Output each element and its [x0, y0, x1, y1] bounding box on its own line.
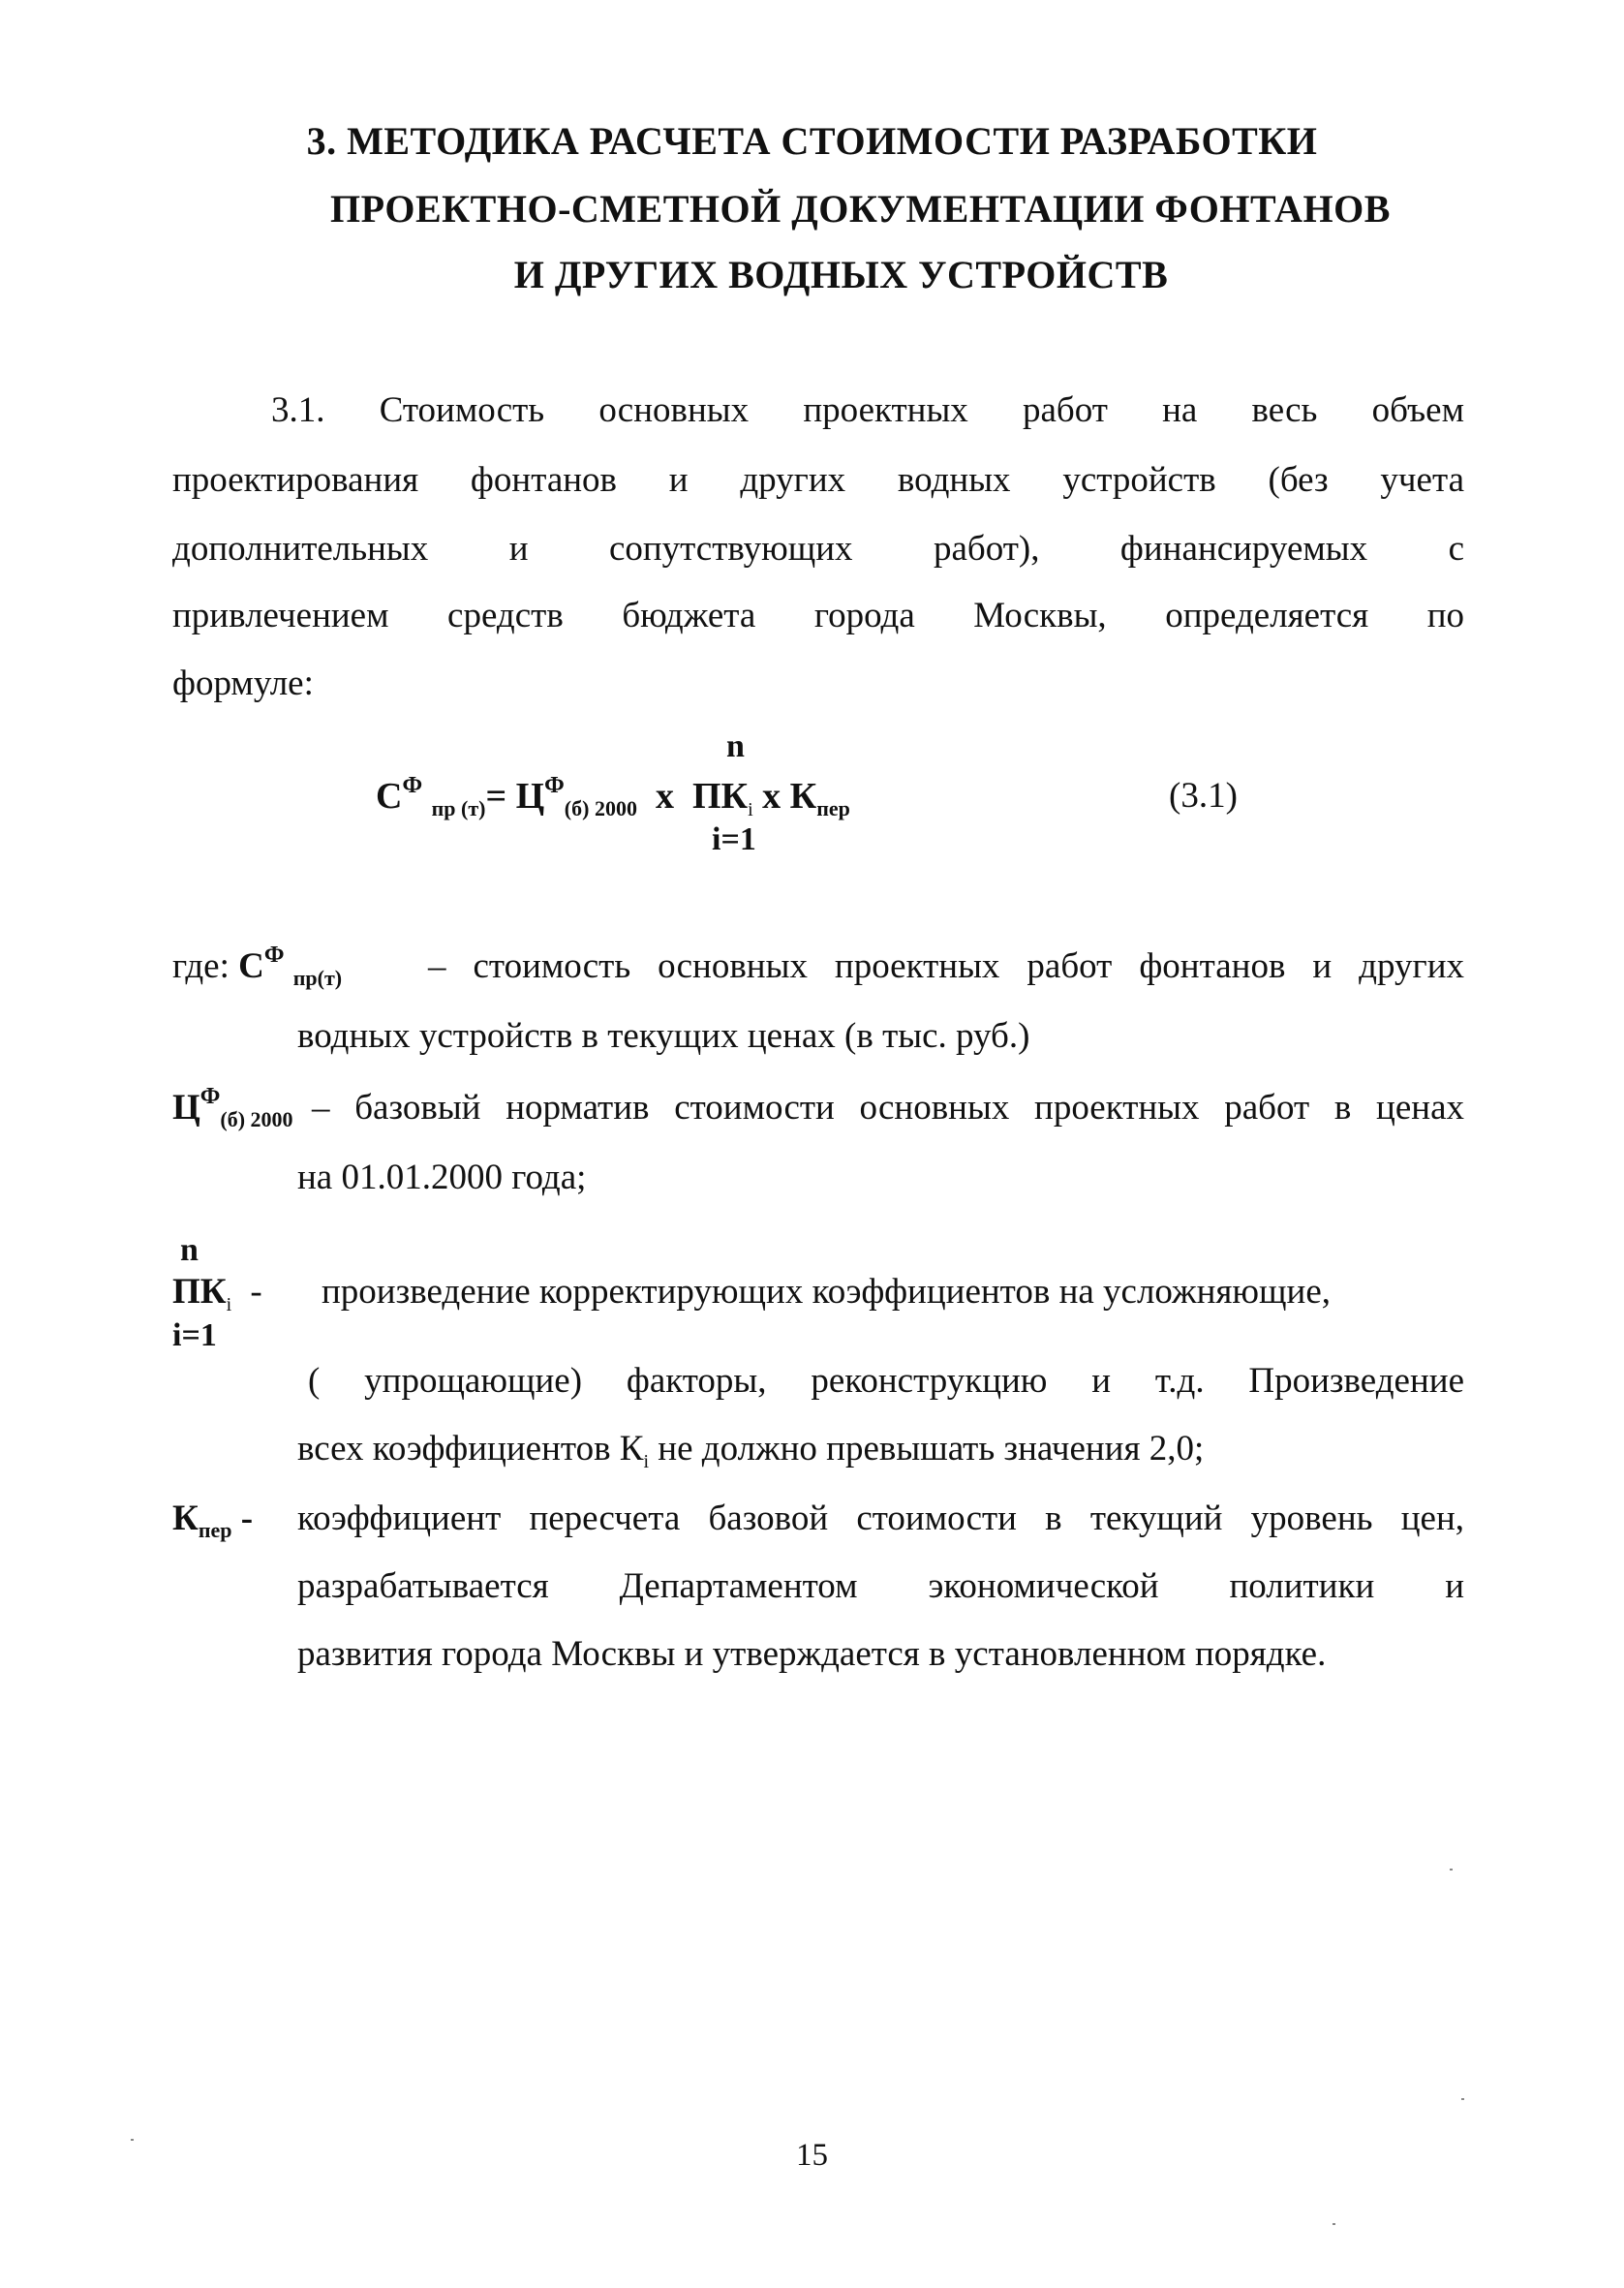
formula-3-1: $С^Ф$ $_{пр (т)}= Ц^Ф_{(б) 2000}$ x $ПК_i$ x $К_{пер}$	[376, 773, 850, 820]
definition-conversion-term: $К_{пер}$ -	[172, 1499, 254, 1542]
definition-base-price-term: $Ц^Ф_{(б) 2000}$	[172, 1084, 293, 1131]
formula-cost-symbol: С	[376, 776, 403, 817]
formula-product-symbol: ПК	[691, 776, 749, 817]
formula-upper-limit: n	[726, 728, 745, 764]
definition-product-upper-limit: n	[180, 1232, 199, 1268]
section-title-line-2: ПРОЕКТНО-СМЕТНОЙ ДОКУМЕНТАЦИИ ФОНТАНОВ	[330, 187, 1391, 231]
definition-cost-term: где: $С^Ф$ $_{пр(т)}$	[172, 943, 343, 990]
definition-conversion-text-3: развития города Москвы и утверждается в установленном порядке.	[297, 1634, 1327, 1674]
definition-cost-text-1: – стоимость основных проектных работ фонтанов и других	[428, 946, 1464, 986]
definition-base-price-text-2: на 01.01.2000 года;	[297, 1158, 587, 1197]
formula-conversion-symbol: К	[789, 776, 817, 817]
definition-product-text-3: всех коэффициентов $К_i$ не должно превышать значения 2,0;	[297, 1429, 1205, 1472]
section-title-line-3: И ДРУГИХ ВОДНЫХ УСТРОЙСТВ	[513, 253, 1169, 296]
scan-speck	[131, 2139, 134, 2141]
definition-product-term: $ПК_i$ -	[172, 1272, 262, 1315]
paragraph-line-2: проектирования фонтанов и других водных устройств (без учета	[172, 460, 1464, 500]
formula-base-price-symbol: Ц	[515, 776, 545, 817]
section-title-line-1: 3. МЕТОДИКА РАСЧЕТА СТОИМОСТИ РАЗРАБОТКИ	[306, 119, 1318, 163]
definition-cost-text-2: водных устройств в текущих ценах (в тыс. руб.)	[297, 1016, 1030, 1056]
paragraph-line-3: дополнительных и сопутствующих работ), финансируемых с	[172, 529, 1464, 569]
definition-product-lower-limit: i=1	[172, 1317, 217, 1353]
definition-conversion-text-2: разрабатывается Департаментом экономической политики и	[297, 1566, 1464, 1606]
scan-speck	[1450, 1869, 1453, 1871]
formula-lower-limit: i=1	[712, 821, 756, 857]
equation-number: (3.1)	[1169, 776, 1238, 816]
definition-product-text-2: ( упрощающие) факторы, реконструкцию и т.д. Произведение	[308, 1361, 1464, 1401]
paragraph-line-4: привлечением средств бюджета города Москвы, определяется по	[172, 596, 1464, 635]
page-number: 15	[796, 2138, 828, 2173]
scan-speck	[1461, 2098, 1464, 2100]
scan-speck	[1333, 2223, 1335, 2225]
definition-conversion-text-1: коэффициент пересчета базовой стоимости в текущий уровень цен,	[297, 1499, 1464, 1538]
paragraph-line-5: формуле:	[172, 664, 314, 703]
definition-base-price-text-1: – базовый норматив стоимости основных проектных работ в ценах	[312, 1088, 1464, 1128]
definition-product-text-1: произведение корректирующих коэффициентов на усложняющие,	[322, 1272, 1331, 1312]
paragraph-line-1: 3.1. Стоимость основных проектных работ на весь объем	[271, 390, 1464, 430]
